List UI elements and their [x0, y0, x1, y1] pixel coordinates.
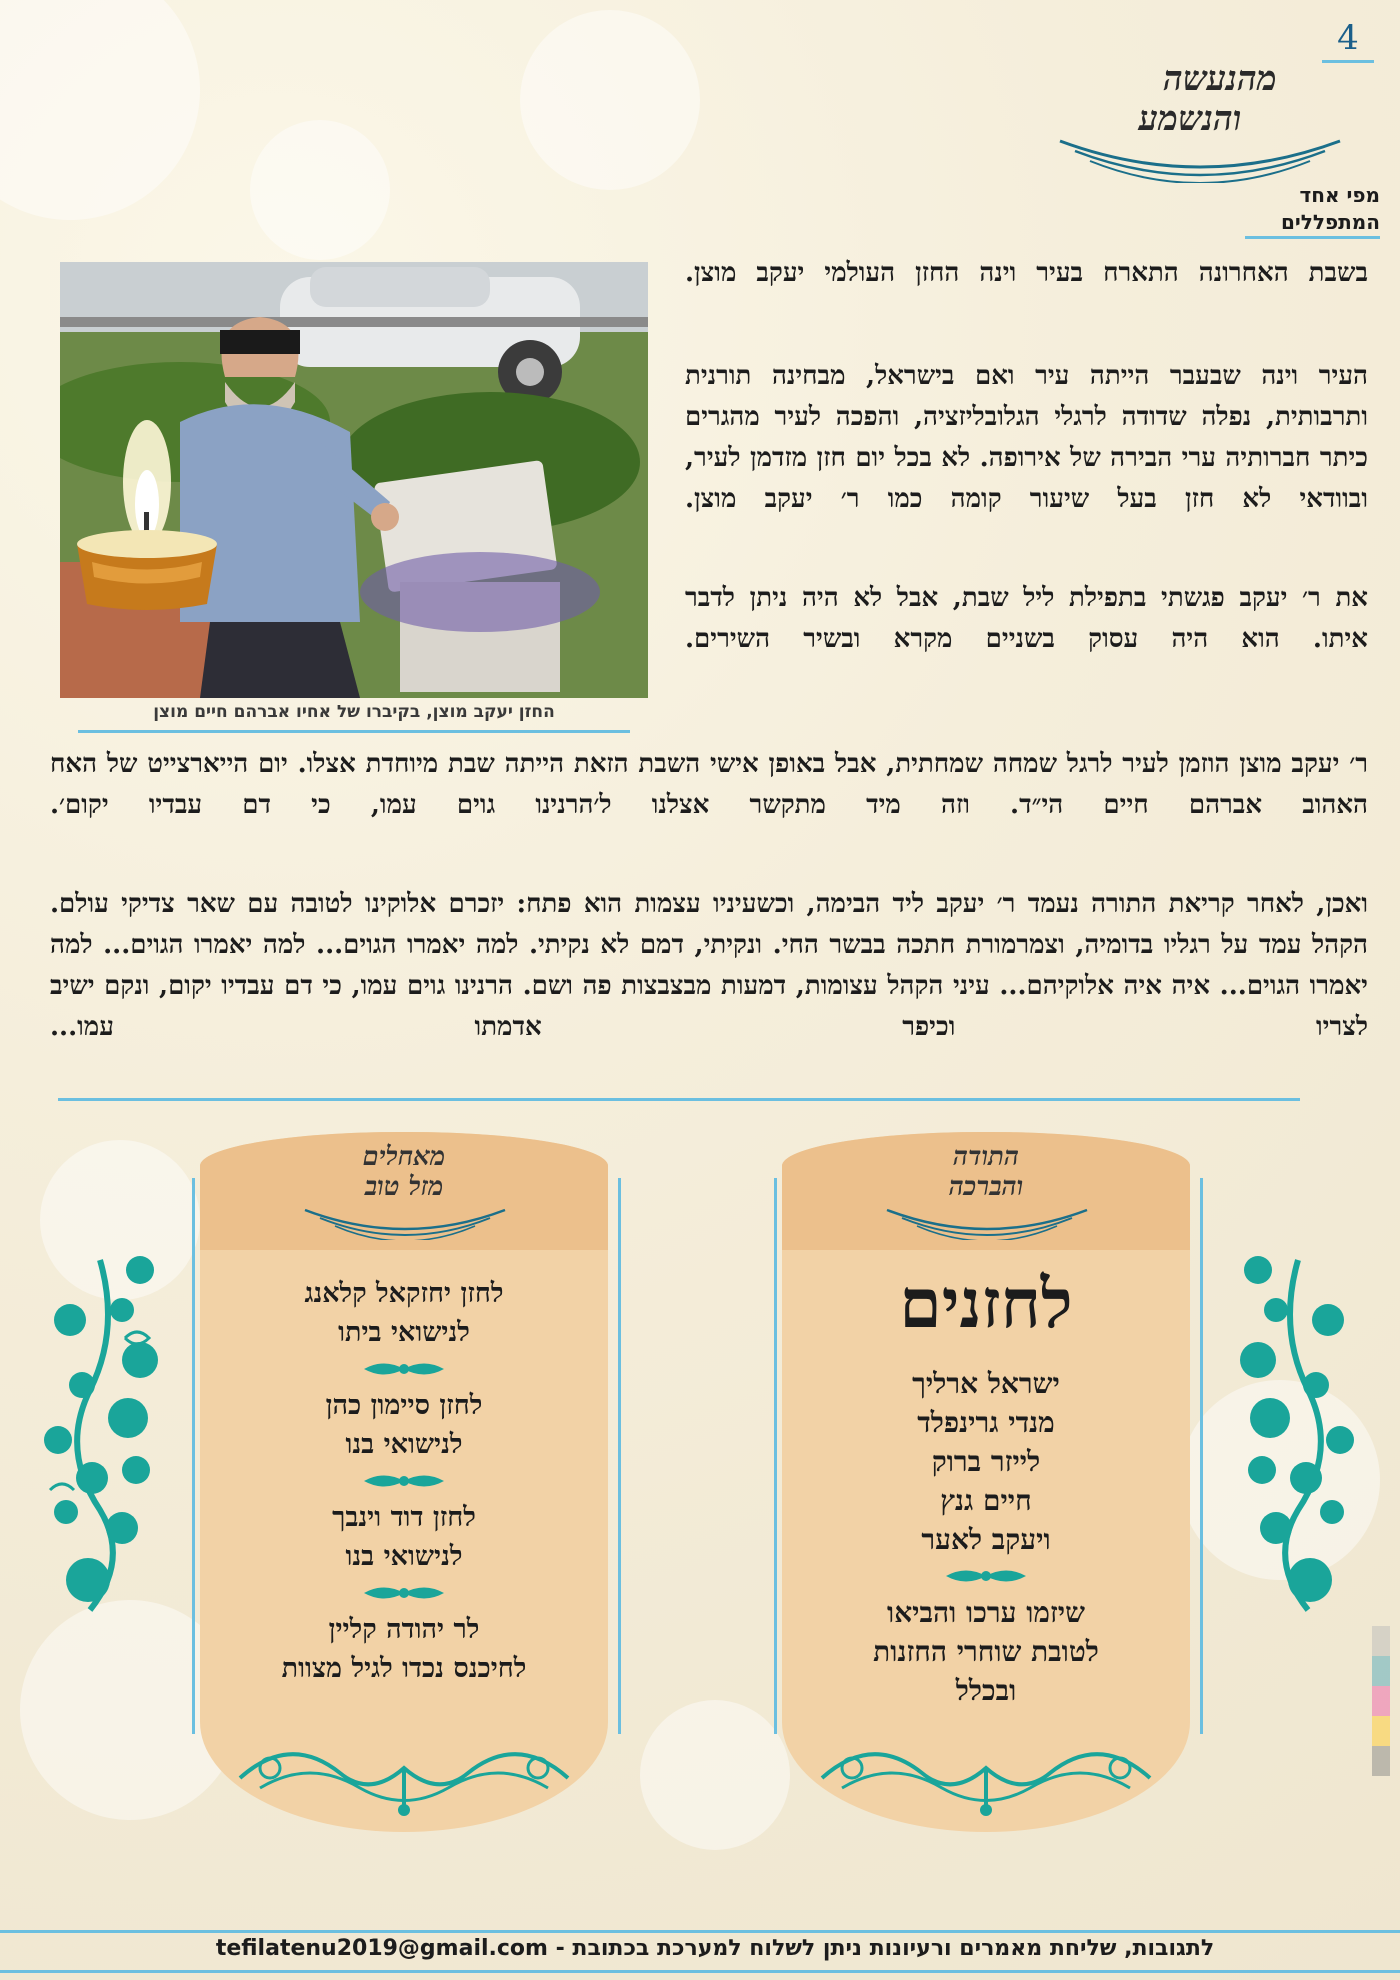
list-item: לר יהודה קליין [328, 1614, 480, 1645]
thanks-panel-header [782, 1132, 1190, 1250]
list-item: לייזר ברוק [931, 1445, 1041, 1478]
vine-ornament-right [1228, 1250, 1368, 1620]
list-item: לחזן סיימון כהן [325, 1390, 483, 1421]
section-divider [58, 1098, 1300, 1101]
thanks-names-list [782, 1364, 1190, 1710]
congrats-header-line1: מאחלים [362, 1142, 446, 1172]
vine-ornament-left [30, 1250, 170, 1620]
memorial-candle-icon [72, 412, 222, 612]
footer-contact-text: לתגובות, שליחת מאמרים ורעיונות ניתן לשלוח למערכת בכתובת - tefilatenu2019@gmail.com [215, 1936, 1215, 1961]
list-item: לנישואי בנו [345, 1541, 463, 1572]
page-number: 4 [1322, 18, 1374, 63]
panel-border-line [774, 1178, 777, 1734]
panel-border-line [618, 1178, 621, 1734]
congrats-panel [200, 1132, 608, 1832]
footer-rule [0, 1970, 1400, 1973]
article-paragraph: העיר וינה שבעבר הייתה עיר ואם בישראל, מבחינה תורנית ותרבותית, נפלה שדודה לרגלי הגלובליזציה, והפכה לעיר מהגרים כיתר חברותיה ערי הבירה של אירופה. לא בכל יום חזן מזדמן לעיר, ובוודאי לא חזן בעל שיעור קומה כמו ר׳ יעקב מוצן. [685, 361, 1368, 514]
article-paragraph: ר׳ יעקב מוצן הוזמן לעיר לרגל שמחה שמחתית, אבל באופן אישי השבת הזאת הייתה שבת מיוחדת אצלו. יום הייארצייט של האח האהוב אברהם חיים הי״ד. וזה מיד מתקשר אצלנו ל׳הרנינו גוים עמו, כי דם עבדיו יקום׳. [50, 749, 1368, 820]
article-paragraph: בשבת האחרונה התארח בעיר וינה החזן העולמי יעקב מוצן. [685, 258, 1368, 288]
column-title-line2: והנשמע [1138, 99, 1242, 139]
caption-underline [78, 730, 630, 733]
list-item: לחיכנס נכדו לגיל מצוות [281, 1653, 527, 1684]
arc-lines-ornament [882, 1200, 1092, 1240]
thanks-title: לחזנים [899, 1264, 1073, 1344]
bokeh-decoration [250, 120, 390, 260]
scroll-ornament [812, 1738, 1160, 1818]
byline [1140, 182, 1380, 236]
arc-lines-ornament [300, 1200, 510, 1240]
bokeh-decoration [520, 10, 700, 190]
byline-line2: המתפללים [1280, 210, 1380, 234]
thanks-panel [782, 1132, 1190, 1832]
list-item: חיים גנץ [940, 1484, 1032, 1517]
flourish-ornament [946, 1565, 1026, 1587]
printer-margin-mark [1372, 1626, 1390, 1776]
bokeh-decoration [640, 1700, 790, 1850]
list-item: ישראל ארליך [912, 1367, 1060, 1400]
list-item: ובכלל [955, 1674, 1017, 1707]
article-photo [60, 262, 648, 698]
arc-lines-ornament [1050, 123, 1350, 183]
byline-underline [1245, 236, 1380, 239]
list-item: לחזן יחזקאל קלאנג [304, 1278, 504, 1309]
list-item: לנישואי ביתו [338, 1317, 470, 1348]
column-logo [1050, 55, 1350, 175]
congrats-list [200, 1274, 608, 1688]
scroll-ornament [230, 1738, 578, 1818]
thanks-header-line2: והברכה [948, 1172, 1024, 1202]
column-title-line1: מהנעשה [1163, 59, 1277, 99]
photo-caption: החזן יעקב מוצן, בקיברו של אחיו אברהם חיים מוצן [153, 702, 555, 722]
flourish-ornament [364, 1470, 444, 1492]
article-paragraph: את ר׳ יעקב פגשתי בתפילת ליל שבת, אבל לא היה ניתן לדבר איתו. הוא היה עסוק בשניים מקרא ובשיר השירים. [685, 583, 1368, 654]
list-item: ויעקב לאער [921, 1523, 1051, 1556]
flourish-ornament [364, 1358, 444, 1380]
thanks-header-line1: התודה [953, 1142, 1019, 1172]
footer-rule [0, 1930, 1400, 1933]
panel-border-line [1200, 1178, 1203, 1734]
article-paragraph: ואכן, לאחר קריאת התורה נעמד ר׳ יעקב ליד הבימה, וכשעיניו עצמות הוא פתח: יזכרם אלוקינו לטובה עם שאר צדיקי עולם. הקהל עמד על רגליו בדומיה, וצמרמורת חתכה בבשר החי. ונקיתי, דמם לא נקיתי. למה יאמרו הגוים... למה יאמרו הגוים... למה יאמרו הגוים... איה איה אלוקיהם... עיני הקהל עצומות, דמעות מבצבצות פה ושם. הרנינו גוים עמו, כי דם עבדיו יקום, ונקם ישיב לצריו וכיפר אדמתו עמו... [50, 889, 1368, 1042]
flourish-ornament [364, 1582, 444, 1604]
congrats-panel-header [200, 1132, 608, 1250]
list-item: לנישואי בנו [345, 1429, 463, 1460]
list-item: לטובת שוחרי החזנות [873, 1635, 1099, 1668]
list-item: לחזן דוד וינבך [332, 1502, 476, 1533]
list-item: שיזמו ערכו והביאו [887, 1596, 1085, 1629]
bokeh-decoration [0, 0, 200, 220]
congrats-header-line2: מזל טוב [364, 1172, 444, 1202]
panel-border-line [192, 1178, 195, 1734]
list-item: מנדי גרינפלד [917, 1406, 1055, 1439]
byline-line1: מפי אחד [1299, 183, 1380, 207]
